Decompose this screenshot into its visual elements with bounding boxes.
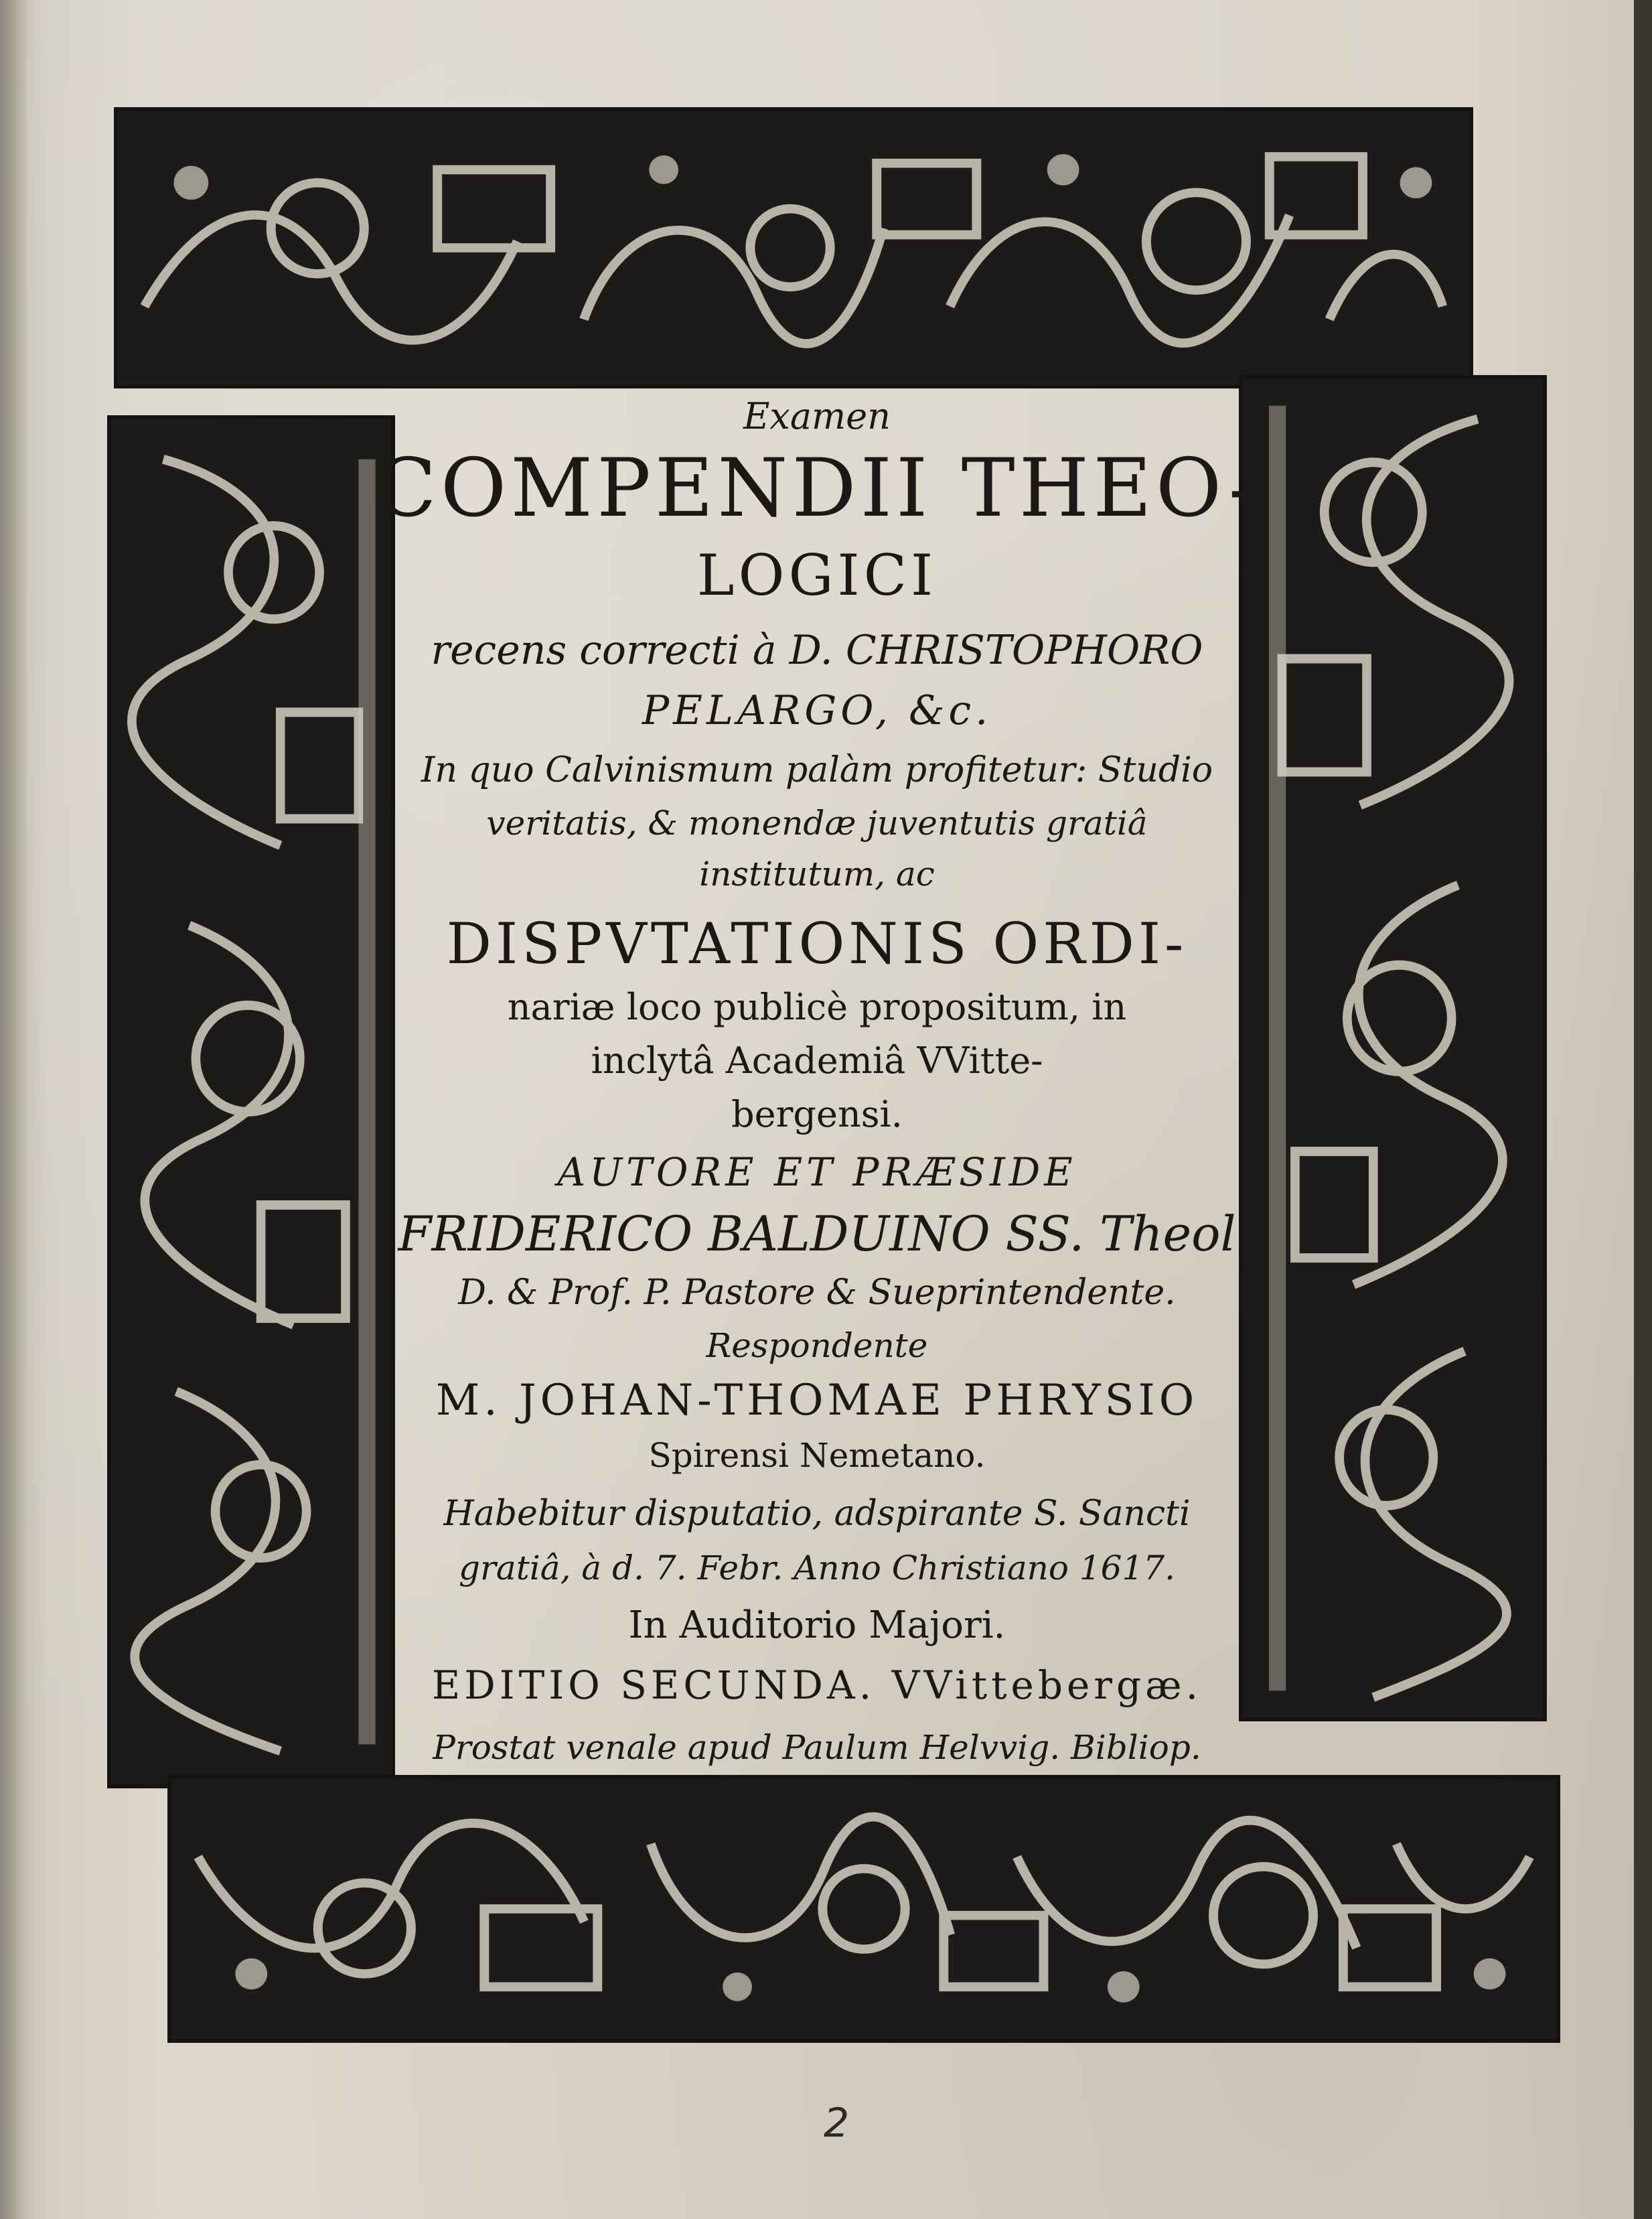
- date-line: gratiâ, à d. 7. Febr. Anno Christiano 1617.: [459, 1549, 1175, 1587]
- habebitur-line: Habebitur disputatio, adspirante S. Sancti: [443, 1494, 1191, 1534]
- phrysio-line: M. JOHAN-THOMAE PHRYSIO: [435, 1376, 1199, 1425]
- pastore-line: D. & Prof. P. Pastore & Sueprintendente.: [458, 1273, 1176, 1313]
- auditorio-line: In Auditorio Majori.: [628, 1603, 1006, 1647]
- body-line-bergensi: bergensi.: [731, 1093, 903, 1135]
- title-line-logici: LOGICI: [696, 543, 937, 608]
- respondente-line: Respondente: [706, 1326, 928, 1365]
- subtitle-line-3: institutum, ac: [699, 855, 935, 893]
- woodcut-border-left: [107, 415, 395, 1788]
- author-line-pelargo-1: recens correcti à D. CHRISTOPHORO: [431, 627, 1203, 674]
- spirensi-line: Spirensi Nemetano.: [648, 1436, 986, 1475]
- title-line-compendii: COMPENDII THEO-: [375, 442, 1260, 535]
- woodcut-border-top: [114, 107, 1473, 388]
- editio-line: EDITIO SECUNDA. VVittebergæ.: [431, 1662, 1203, 1708]
- title-page-text: [375, 375, 1259, 1795]
- body-line-nariae: nariæ loco publicè propositum, in: [507, 986, 1127, 1028]
- body-line-academia: inclytâ Academiâ VVitte-: [591, 1040, 1043, 1082]
- woodcut-border-right: [1239, 375, 1547, 1721]
- title-line-examen: Examen: [743, 395, 891, 437]
- subtitle-line-1: In quo Calvinismum palàm profitetur: Studio: [421, 750, 1213, 790]
- imprint-line: Prostat venale apud Paulum Helvvig. Bibliop.: [433, 1728, 1201, 1767]
- author-line-pelargo-2: PELARGO, &c.: [642, 687, 992, 734]
- balduino-line: FRIDERICO BALDUINO SS. Theol: [398, 1206, 1236, 1262]
- handwritten-number: 2: [824, 2100, 850, 2147]
- subtitle-line-2: veritatis, & monendæ juventutis gratiâ: [486, 804, 1148, 843]
- autore-line: AUTORE ET PRÆSIDE: [557, 1149, 1077, 1195]
- binding-gutter: [0, 0, 27, 2219]
- disputationis-line: DISPVTATIONIS ORDI-: [446, 911, 1188, 977]
- woodcut-border-bottom: [167, 1775, 1560, 2043]
